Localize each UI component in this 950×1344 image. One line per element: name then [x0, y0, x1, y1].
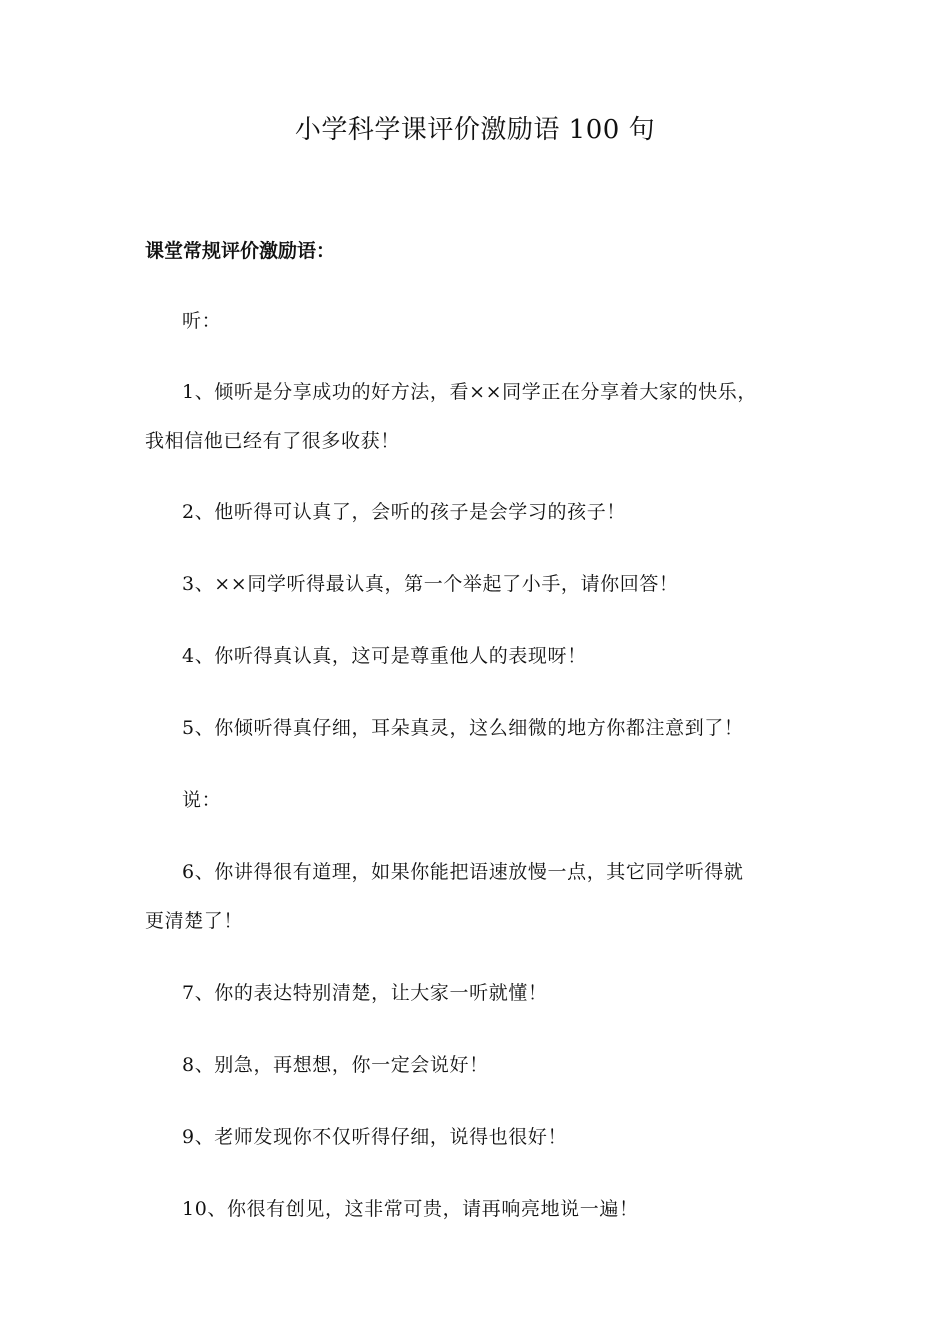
subheading-listen: 听： — [182, 310, 222, 332]
list-item-4: 4、你听得真认真，这可是尊重他人的表现呀！ — [182, 645, 587, 667]
list-item-9: 9、老师发现你不仅听得仔细，说得也很好！ — [182, 1126, 568, 1148]
list-item-5: 5、你倾听得真仔细，耳朵真灵，这么细微的地方你都注意到了！ — [182, 717, 744, 739]
list-item-10: 10、你很有创见，这非常可贵，请再响亮地说一遍！ — [182, 1198, 639, 1220]
section-heading: 课堂常规评价激励语： — [145, 240, 336, 262]
list-item-7: 7、你的表达特别清楚，让大家一听就懂！ — [182, 982, 548, 1004]
list-item-1-line-2: 我相信他已经有了很多收获！ — [145, 430, 400, 452]
document-title: 小学科学课评价激励语 100 句 — [294, 115, 656, 145]
list-item-3: 3、××同学听得最认真，第一个举起了小手，请你回答！ — [182, 573, 679, 595]
subheading-speak: 说： — [182, 789, 222, 811]
list-item-1-line-1: 1、倾听是分享成功的好方法，看××同学正在分享着大家的快乐， — [182, 381, 757, 403]
list-item-2: 2、他听得可认真了，会听的孩子是会学习的孩子！ — [182, 501, 626, 523]
list-item-6-line-1: 6、你讲得很有道理，如果你能把语速放慢一点，其它同学听得就 — [182, 861, 744, 883]
list-item-8: 8、别急，再想想，你一定会说好！ — [182, 1054, 489, 1076]
list-item-6-line-2: 更清楚了！ — [145, 910, 244, 932]
